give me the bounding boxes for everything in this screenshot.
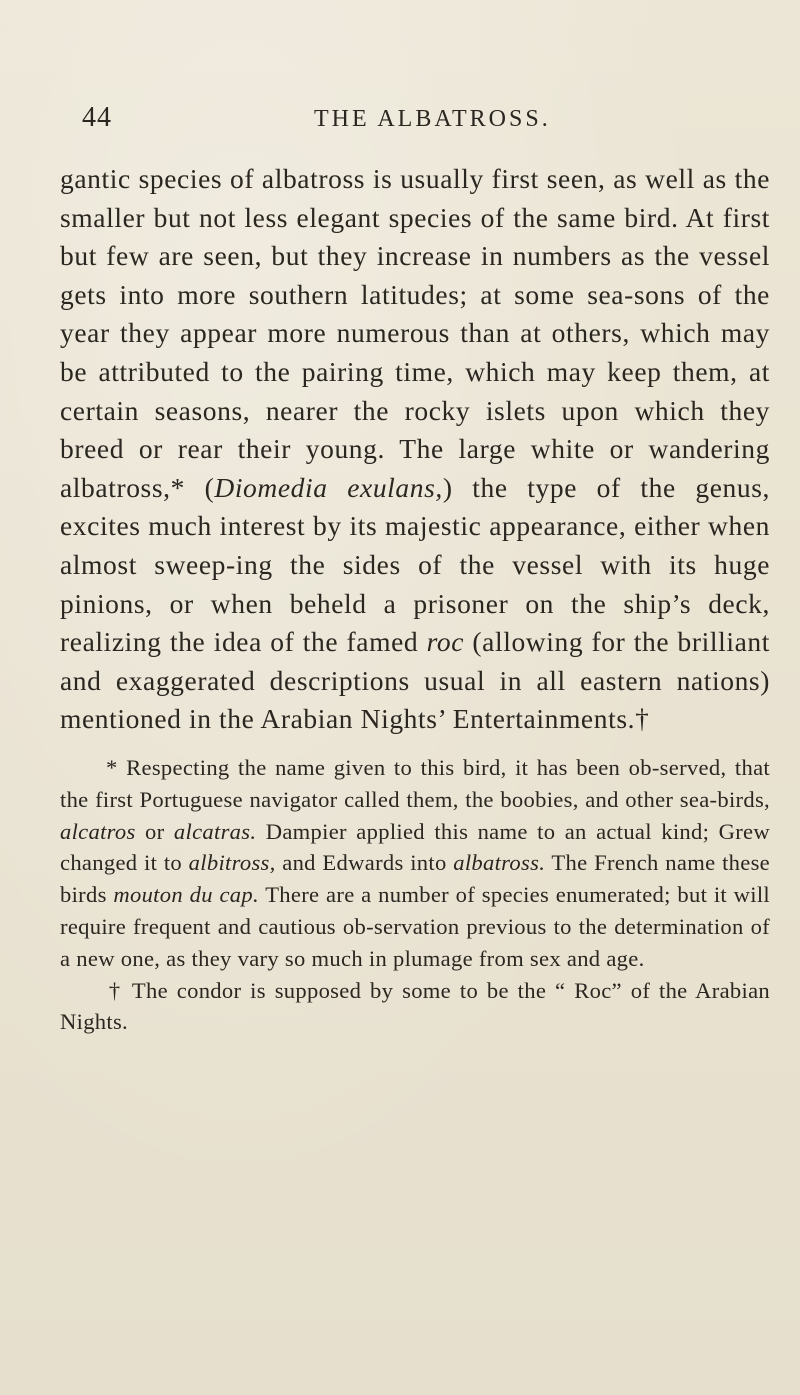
page-number: 44 [82,102,112,133]
footnote-text: Dampier applied this name to an actual kind; Grew changed it to [60,818,770,876]
footnotes [60,752,770,1038]
footnote-italic: albitross, [188,850,276,876]
footnote-italic: albatross. [453,850,546,876]
footnote-1 [60,752,770,975]
body-paragraph [60,160,770,739]
footnote-text: * Respecting the name given to this bird, it has been ob-served, that the first Portuguese navigator called them, the boobies, and other sea-birds, [60,755,770,812]
footnote-text: or [135,818,174,844]
footnote-text: and Edwards into [275,850,454,876]
body-text [60,160,770,739]
species-name: Diomedia exulans, [214,471,443,503]
body-text-segment: ) the type of the genus, excites much interest by its majestic appearance, either when almost sweep-ing the sides of the vessel with its huge pinions, or when beheld a prisoner on the ship’s deck, realizing the idea of the famed [60,471,770,658]
footnote-italic: alcatras. [173,818,257,844]
body-text-segment: (allowing for the brilliant and exaggerated descriptions usual in all eastern nations) mentioned in the Arabian Nights’ Entertainments.† [60,626,771,735]
footnote-2 [60,975,770,1039]
footnote-italic: alcatros [60,818,136,844]
footnote-text: There are a number of species enumerated; but it will require frequent and cautious ob-servation previous to the determination of a new one, as they vary so much in plumage from sex and age. [60,882,770,971]
footnote-text: The French name these birds [60,850,770,908]
running-title: THE ALBATROSS. [314,106,551,132]
footnote-text: † The condor is supposed by some to be the “ Roc” of the Arabian Nights. [60,977,770,1035]
roc-term: roc [426,626,465,658]
footnote-italic: mouton du cap. [113,882,259,908]
running-head [82,100,760,140]
body-text-segment: gantic species of albatross is usually first seen, as well as the smaller but not less elegant species of the same bird. At first but few are seen, but they increase in numbers as the vessel gets into more southern latitudes; at some sea-sons of the year they appear more numerous than at others, which may be attributed to the pairing time, which may keep them, at certain seasons, nearer the rocky islets upon which they breed or rear their young. The large white or wandering albatross,* ( [60,163,770,503]
